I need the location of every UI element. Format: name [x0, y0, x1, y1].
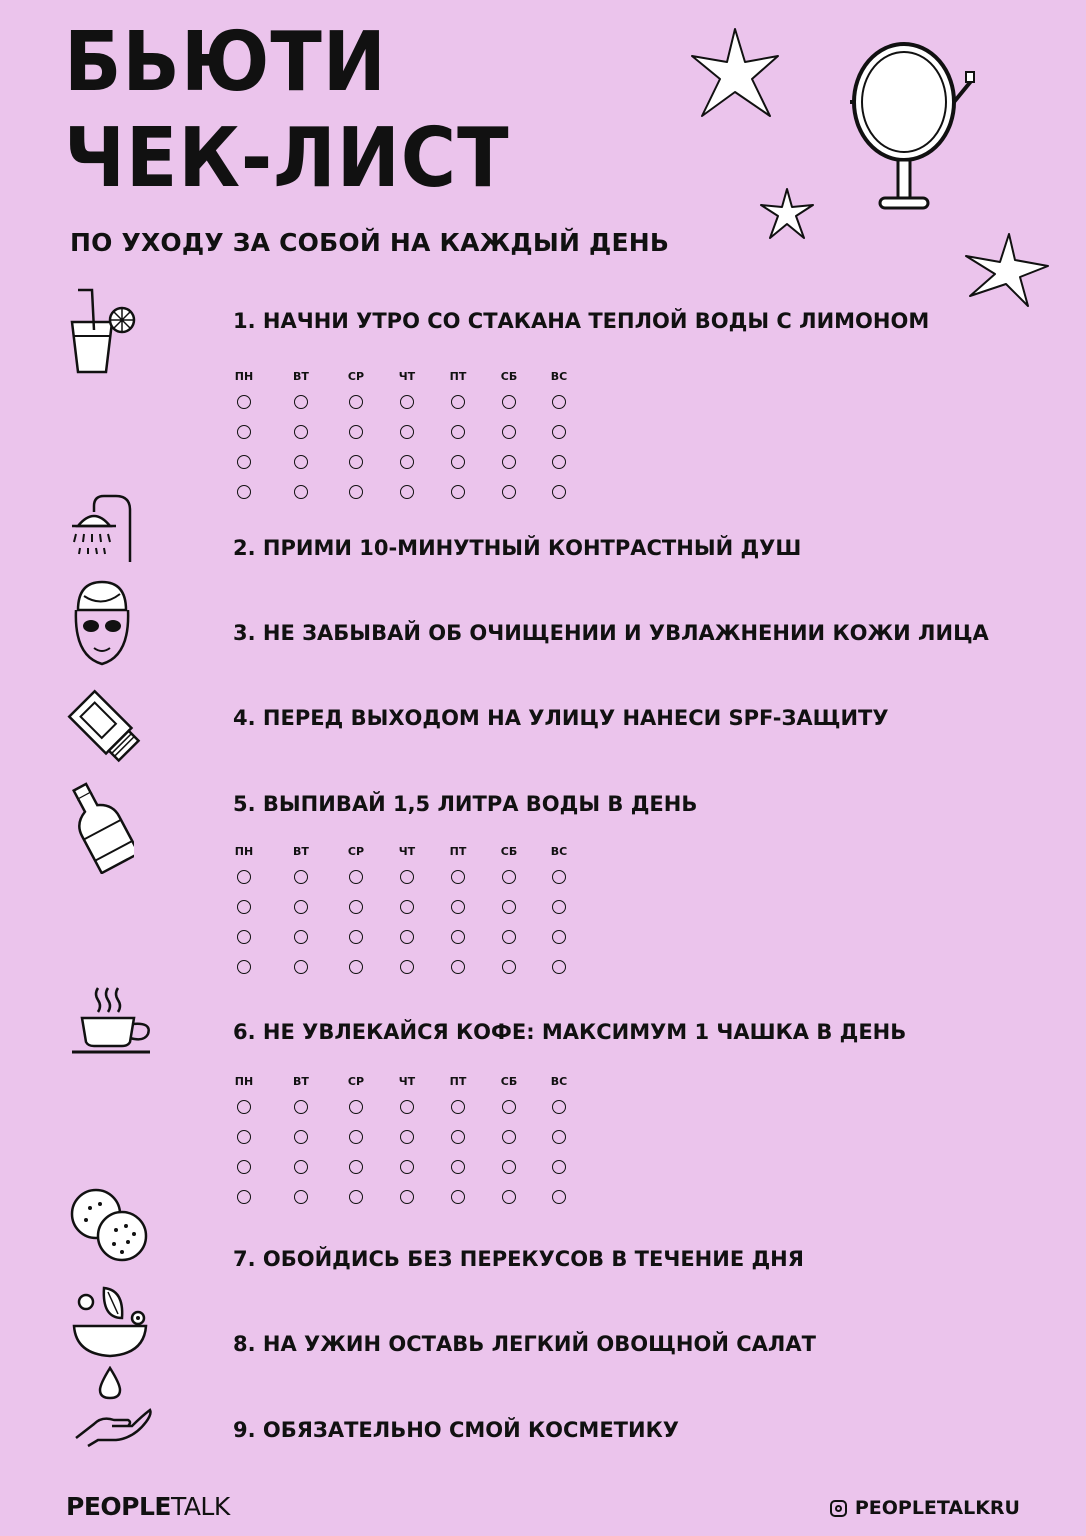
day-label: ВС: [550, 1075, 568, 1088]
day-checkbox[interactable]: [502, 930, 516, 944]
day-label: ВС: [550, 845, 568, 858]
day-checkbox[interactable]: [451, 1130, 465, 1144]
day-label: ПТ: [449, 370, 467, 383]
day-checkbox[interactable]: [400, 960, 414, 974]
day-checkbox[interactable]: [552, 455, 566, 469]
day-checkbox[interactable]: [294, 1130, 308, 1144]
day-checkbox[interactable]: [237, 485, 251, 499]
day-checkbox[interactable]: [451, 455, 465, 469]
checklist-item-7: 7. ОБОЙДИСЬ БЕЗ ПЕРЕКУСОВ В ТЕЧЕНИЕ ДНЯ: [233, 1247, 804, 1271]
day-label: ПН: [234, 1075, 254, 1088]
salad-bowl-icon: [68, 1284, 152, 1364]
day-label: ЧТ: [398, 370, 416, 383]
day-checkbox[interactable]: [237, 930, 251, 944]
day-checkbox[interactable]: [502, 1100, 516, 1114]
day-checkbox[interactable]: [294, 960, 308, 974]
day-checkbox[interactable]: [294, 485, 308, 499]
lemonade-glass-icon: [64, 286, 138, 376]
day-checkbox[interactable]: [294, 1160, 308, 1174]
day-checkbox[interactable]: [400, 395, 414, 409]
day-checkbox[interactable]: [451, 1100, 465, 1114]
day-checkbox[interactable]: [349, 900, 363, 914]
cream-tube-icon: [66, 688, 146, 768]
day-checkbox[interactable]: [294, 900, 308, 914]
day-checkbox[interactable]: [237, 395, 251, 409]
day-checkbox[interactable]: [400, 1190, 414, 1204]
day-checkbox[interactable]: [502, 1190, 516, 1204]
day-checkbox[interactable]: [237, 960, 251, 974]
day-checkbox[interactable]: [349, 1100, 363, 1114]
day-checkbox[interactable]: [294, 930, 308, 944]
day-checkbox[interactable]: [502, 870, 516, 884]
day-checkbox[interactable]: [451, 900, 465, 914]
day-checkbox[interactable]: [451, 960, 465, 974]
day-checkbox[interactable]: [400, 1130, 414, 1144]
day-checkbox[interactable]: [552, 930, 566, 944]
day-label: СР: [347, 1075, 365, 1088]
day-checkbox[interactable]: [237, 1160, 251, 1174]
star-icon: [962, 230, 1052, 310]
day-checkbox[interactable]: [552, 870, 566, 884]
checklist-item-6: 6. НЕ УВЛЕКАЙСЯ КОФЕ: МАКСИМУМ 1 ЧАШКА В ДЕНЬ: [233, 1020, 907, 1044]
day-label: СР: [347, 370, 365, 383]
subtitle: ПО УХОДУ ЗА СОБОЙ НА КАЖДЫЙ ДЕНЬ: [70, 228, 670, 257]
day-checkbox[interactable]: [294, 870, 308, 884]
day-checkbox[interactable]: [349, 1160, 363, 1174]
face-mask-icon: [64, 580, 140, 670]
day-checkbox[interactable]: [451, 1190, 465, 1204]
day-checkbox[interactable]: [400, 870, 414, 884]
day-label: ПН: [234, 845, 254, 858]
checklist-item-2: 2. ПРИМИ 10-МИНУТНЫЙ КОНТРАСТНЫЙ ДУШ: [233, 536, 802, 560]
star-icon: [758, 186, 816, 242]
logo-light-part: TALK: [170, 1492, 230, 1521]
day-checkbox[interactable]: [502, 485, 516, 499]
day-checkbox[interactable]: [502, 900, 516, 914]
day-checkbox[interactable]: [502, 960, 516, 974]
day-checkbox[interactable]: [349, 930, 363, 944]
day-checkbox[interactable]: [451, 395, 465, 409]
title-line-1: БЬЮТИ: [64, 15, 387, 110]
day-label: ВТ: [293, 370, 309, 383]
mirror-icon: [846, 36, 976, 216]
day-checkbox[interactable]: [349, 485, 363, 499]
checklist-item-3: 3. НЕ ЗАБЫВАЙ ОБ ОЧИЩЕНИИ И УВЛАЖНЕНИИ КОЖИ ЛИЦА: [233, 621, 989, 645]
day-checkbox[interactable]: [451, 485, 465, 499]
day-checkbox[interactable]: [400, 425, 414, 439]
day-checkbox[interactable]: [349, 960, 363, 974]
day-checkbox[interactable]: [552, 425, 566, 439]
day-checkbox[interactable]: [502, 455, 516, 469]
day-checkbox[interactable]: [237, 1130, 251, 1144]
day-checkbox[interactable]: [349, 1190, 363, 1204]
day-checkbox[interactable]: [451, 1160, 465, 1174]
day-label: ЧТ: [398, 845, 416, 858]
day-label: ВТ: [293, 1075, 309, 1088]
day-checkbox[interactable]: [400, 455, 414, 469]
day-checkbox[interactable]: [552, 900, 566, 914]
checklist-item-9: 9. ОБЯЗАТЕЛЬНО СМОЙ КОСМЕТИКУ: [233, 1418, 679, 1442]
day-checkbox[interactable]: [349, 1130, 363, 1144]
shower-icon: [64, 492, 136, 564]
day-checkbox[interactable]: [400, 930, 414, 944]
day-checkbox[interactable]: [502, 1130, 516, 1144]
day-checkbox[interactable]: [400, 485, 414, 499]
day-checkbox[interactable]: [502, 395, 516, 409]
instagram-icon: [830, 1500, 847, 1517]
day-checkbox[interactable]: [237, 900, 251, 914]
day-checkbox[interactable]: [400, 900, 414, 914]
day-checkbox[interactable]: [349, 425, 363, 439]
day-checkbox[interactable]: [237, 870, 251, 884]
day-checkbox[interactable]: [294, 1190, 308, 1204]
instagram-link[interactable]: [830, 1497, 1020, 1519]
day-checkbox[interactable]: [237, 1100, 251, 1114]
cookies-icon: [68, 1186, 152, 1266]
bottle-icon: [68, 780, 134, 874]
day-checkbox[interactable]: [552, 485, 566, 499]
day-label: ПТ: [449, 845, 467, 858]
star-icon: [690, 24, 780, 124]
day-checkbox[interactable]: [237, 425, 251, 439]
day-label: ЧТ: [398, 1075, 416, 1088]
day-checkbox[interactable]: [400, 1160, 414, 1174]
day-checkbox[interactable]: [294, 425, 308, 439]
coffee-cup-icon: [68, 984, 156, 1058]
day-checkbox[interactable]: [552, 1160, 566, 1174]
day-checkbox[interactable]: [294, 1100, 308, 1114]
day-checkbox[interactable]: [237, 455, 251, 469]
day-checkbox[interactable]: [349, 395, 363, 409]
checklist-item-4: 4. ПЕРЕД ВЫХОДОМ НА УЛИЦУ НАНЕСИ SPF-ЗАЩИТУ: [233, 706, 889, 730]
day-checkbox[interactable]: [552, 1130, 566, 1144]
hand-drop-icon: [72, 1366, 152, 1448]
peopletalk-logo: [66, 1492, 230, 1521]
day-label: ВТ: [293, 845, 309, 858]
day-label: СБ: [500, 845, 518, 858]
checklist-item-8: 8. НА УЖИН ОСТАВЬ ЛЕГКИЙ ОВОЩНОЙ САЛАТ: [233, 1332, 816, 1356]
day-checkbox[interactable]: [552, 1100, 566, 1114]
day-checkbox[interactable]: [349, 870, 363, 884]
day-checkbox[interactable]: [451, 870, 465, 884]
instagram-handle: PEOPLETALKRU: [854, 1497, 1020, 1519]
logo-bold-part: PEOPLE: [66, 1492, 171, 1521]
day-checkbox[interactable]: [294, 395, 308, 409]
day-checkbox[interactable]: [502, 1160, 516, 1174]
day-checkbox[interactable]: [400, 1100, 414, 1114]
day-checkbox[interactable]: [552, 395, 566, 409]
day-label: СБ: [500, 370, 518, 383]
checklist-item-5: 5. ВЫПИВАЙ 1,5 ЛИТРА ВОДЫ В ДЕНЬ: [233, 792, 698, 816]
day-checkbox[interactable]: [237, 1190, 251, 1204]
day-header-row: [230, 1075, 590, 1089]
day-label: ВС: [550, 370, 568, 383]
day-checkbox[interactable]: [349, 455, 363, 469]
day-checkbox[interactable]: [451, 425, 465, 439]
day-label: СБ: [500, 1075, 518, 1088]
day-checkbox[interactable]: [502, 425, 516, 439]
day-checkbox[interactable]: [552, 960, 566, 974]
checklist-item-1: 1. НАЧНИ УТРО СО СТАКАНА ТЕПЛОЙ ВОДЫ С ЛИМОНОМ: [233, 309, 930, 333]
day-header-row: [230, 370, 590, 384]
day-label: ПТ: [449, 1075, 467, 1088]
day-label: СР: [347, 845, 365, 858]
day-label: ПН: [234, 370, 254, 383]
day-checkbox[interactable]: [451, 930, 465, 944]
day-header-row: [230, 845, 590, 859]
day-checkbox[interactable]: [294, 455, 308, 469]
day-checkbox[interactable]: [552, 1190, 566, 1204]
title-line-2: ЧЕК-ЛИСТ: [64, 111, 510, 206]
